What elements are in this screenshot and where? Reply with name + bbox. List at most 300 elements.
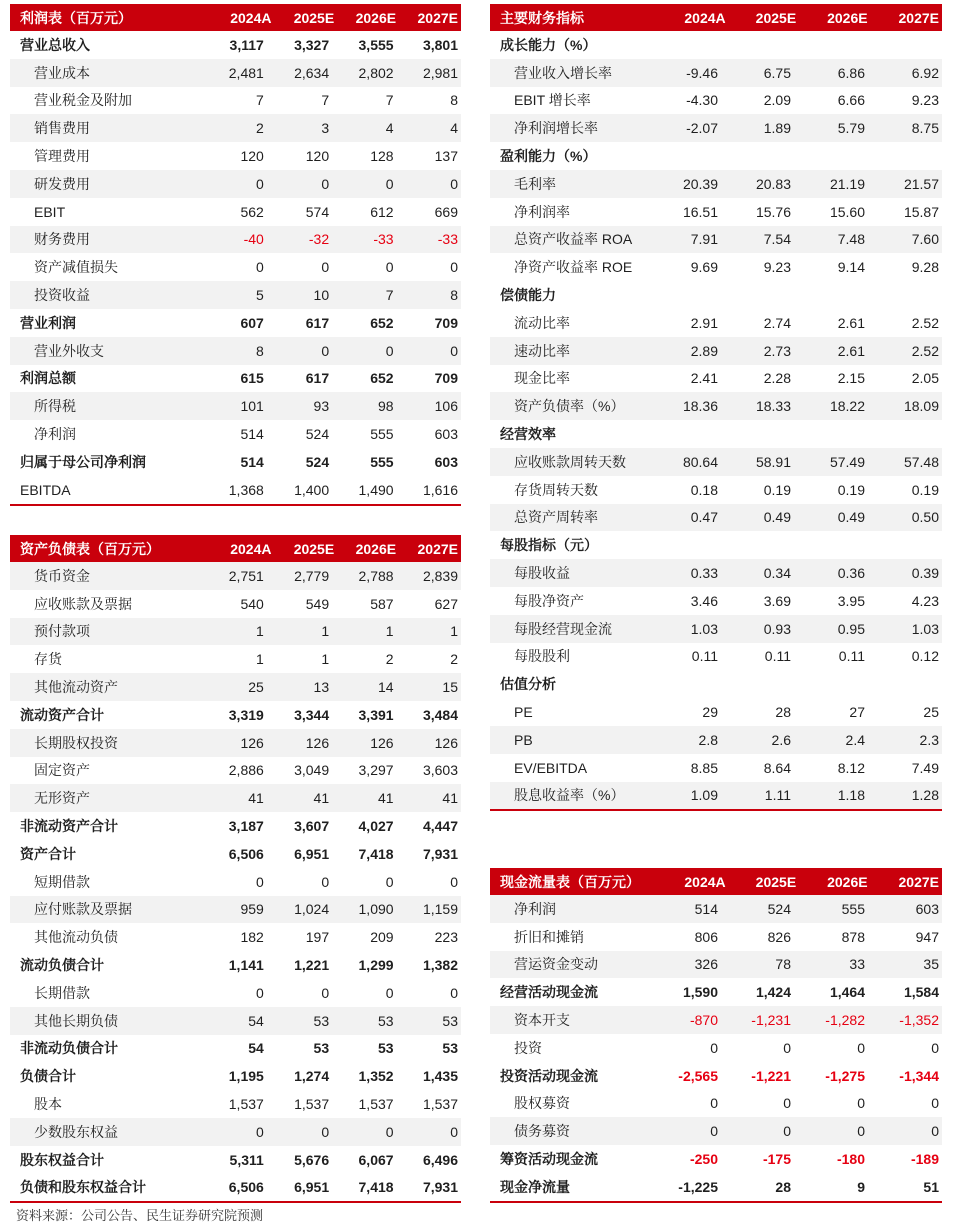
table-row <box>490 114 942 142</box>
row-value: 514 <box>240 453 264 470</box>
row-value: 0 <box>450 984 458 1001</box>
row-value: 28 <box>775 1178 791 1195</box>
row-value: 33 <box>849 956 865 973</box>
row-label: 营业成本 <box>34 64 90 81</box>
table-row <box>10 114 461 142</box>
row-value: 9.28 <box>911 259 939 276</box>
row-value: 555 <box>370 453 394 470</box>
row-value: 0 <box>321 342 330 359</box>
row-value: 0 <box>256 984 264 1001</box>
row-value: 6,067 <box>358 1151 394 1168</box>
row-value: 0.19 <box>763 481 791 498</box>
row-value: 35 <box>923 956 939 973</box>
row-label: 偿债能力 <box>500 287 556 304</box>
table-row <box>490 1090 942 1118</box>
row-value: 7.48 <box>837 231 865 248</box>
income-statement-table <box>10 4 461 506</box>
row-value: 9 <box>857 1178 865 1195</box>
row-value: 209 <box>370 929 394 946</box>
row-value: 612 <box>370 203 394 220</box>
row-value: 0.12 <box>911 648 939 665</box>
row-value: 0 <box>321 175 330 192</box>
year-header: 2025E <box>293 540 335 557</box>
row-value: -2.07 <box>686 120 718 137</box>
table-row <box>490 978 942 1006</box>
row-value: 947 <box>915 928 939 945</box>
row-label: EBIT <box>34 203 66 220</box>
row-value: 652 <box>370 314 394 331</box>
row-label: 应付账款及票据 <box>34 901 132 918</box>
row-value: 41 <box>313 790 330 807</box>
row-value: 5,676 <box>294 1151 330 1168</box>
table-row <box>10 1090 461 1118</box>
row-value: 1,024 <box>294 901 330 918</box>
row-value: 98 <box>377 398 394 415</box>
year-header: 2027E <box>417 540 458 557</box>
row-value: 617 <box>305 314 330 331</box>
row-label: 货币资金 <box>34 567 90 584</box>
row-label: 其他流动资产 <box>34 679 118 696</box>
row-label: 预付款项 <box>34 623 90 640</box>
row-value: 603 <box>434 453 458 470</box>
row-value: 182 <box>240 929 264 946</box>
row-value: 0.11 <box>764 648 791 665</box>
table-row <box>10 281 461 309</box>
row-label: 存货周转天数 <box>514 481 598 498</box>
row-value: -40 <box>243 231 264 248</box>
row-value: 1,382 <box>422 957 458 974</box>
table-row <box>490 309 942 337</box>
row-value: -250 <box>689 1151 718 1168</box>
row-value: 3,049 <box>294 762 330 779</box>
row-value: 0 <box>710 1039 718 1056</box>
row-label: 销售费用 <box>34 120 90 137</box>
table-row <box>10 253 461 281</box>
row-value: 524 <box>305 426 330 443</box>
row-value: 3,607 <box>294 818 330 835</box>
row-value: 0.36 <box>837 565 865 582</box>
row-label: 资本开支 <box>514 1012 570 1029</box>
table-row <box>10 1146 461 1174</box>
row-value: 6,506 <box>228 845 264 862</box>
row-label: 其他长期负债 <box>34 1012 118 1029</box>
table-row <box>490 643 942 671</box>
table-row <box>490 198 942 226</box>
row-label: 股东权益合计 <box>20 1151 104 1168</box>
row-value: 8.85 <box>690 759 718 776</box>
table-row <box>490 420 942 448</box>
income-title: 利润表（百万元） <box>20 9 132 26</box>
row-label: 每股收益 <box>514 565 570 582</box>
row-value: 2,779 <box>294 567 330 584</box>
row-value: -1,352 <box>899 1012 939 1029</box>
table-row <box>490 951 942 979</box>
row-value: 1,299 <box>358 957 394 974</box>
row-label: 股权募资 <box>514 1095 570 1112</box>
table-row <box>10 1035 461 1063</box>
table-row <box>490 170 942 198</box>
row-value: 53 <box>313 1040 330 1057</box>
row-value: -32 <box>308 231 330 248</box>
row-value: 6.66 <box>837 92 865 109</box>
row-value: 6,951 <box>294 1179 330 1196</box>
row-value: 3,801 <box>422 36 458 53</box>
row-label: 股息收益率（%） <box>514 787 625 804</box>
row-label: 研发费用 <box>34 175 90 192</box>
row-value: 25 <box>248 679 264 696</box>
row-value: 2.52 <box>911 342 939 359</box>
row-label: 净利润 <box>34 426 76 443</box>
row-value: 615 <box>240 370 264 387</box>
row-value: 57.49 <box>829 453 865 470</box>
row-label: 投资收益 <box>34 287 90 304</box>
row-value: 959 <box>240 901 264 918</box>
table-row <box>10 31 461 59</box>
row-value: 101 <box>240 398 264 415</box>
row-label: 净利润 <box>514 900 556 917</box>
row-value: 3,319 <box>228 706 264 723</box>
year-header: 2027E <box>417 9 458 26</box>
row-value: 8.12 <box>837 759 865 776</box>
year-header: 2024A <box>684 873 726 890</box>
row-value: 3 <box>321 120 330 137</box>
row-value: 9.23 <box>763 259 791 276</box>
row-label: 总资产收益率 ROA <box>514 231 633 248</box>
row-value: -175 <box>762 1151 791 1168</box>
row-label: 成长能力（%） <box>500 36 597 53</box>
row-label: 盈利能力（%） <box>500 148 597 165</box>
row-label: EBIT 增长率 <box>514 92 591 109</box>
table-row <box>490 448 942 476</box>
row-value: 1.89 <box>763 120 791 137</box>
row-value: 555 <box>841 900 865 917</box>
row-value: 3,117 <box>229 36 264 53</box>
row-value: 3.95 <box>837 592 865 609</box>
row-value: 18.09 <box>903 398 939 415</box>
row-value: 2.3 <box>919 731 939 748</box>
row-label: 净利润率 <box>514 203 570 220</box>
row-value: 3,391 <box>358 706 394 723</box>
row-value: 6.75 <box>763 64 791 81</box>
row-value: -180 <box>836 1151 865 1168</box>
row-value: -4.30 <box>686 92 718 109</box>
row-value: 806 <box>694 928 718 945</box>
row-value: 0 <box>710 1123 718 1140</box>
row-value: 0 <box>385 873 394 890</box>
row-value: 2 <box>385 651 394 668</box>
row-value: 126 <box>370 734 394 751</box>
row-value: 53 <box>442 1040 458 1057</box>
row-value: 20.39 <box>682 175 718 192</box>
row-value: 93 <box>313 398 330 415</box>
row-label: 存货 <box>34 651 62 668</box>
year-header: 2027E <box>898 9 939 26</box>
table-row <box>10 170 461 198</box>
row-value: 3,344 <box>294 706 330 723</box>
row-value: 7,931 <box>422 1179 458 1196</box>
table-row <box>10 420 461 448</box>
row-value: 29 <box>702 704 718 721</box>
row-value: 6,506 <box>228 1179 264 1196</box>
row-value: 20.83 <box>755 175 791 192</box>
year-header: 2024A <box>230 9 272 26</box>
row-label: 流动负债合计 <box>20 957 104 974</box>
table-row <box>10 923 461 951</box>
row-value: -870 <box>689 1012 718 1029</box>
table-row <box>10 142 461 170</box>
row-value: 54 <box>248 1012 264 1029</box>
row-value: -1,231 <box>751 1012 791 1029</box>
row-value: 1 <box>450 623 458 640</box>
row-value: 8.64 <box>763 759 791 776</box>
row-value: 7,418 <box>358 1179 394 1196</box>
row-value: 1.11 <box>764 787 791 804</box>
table-row <box>10 618 461 646</box>
row-value: 0.47 <box>690 509 718 526</box>
row-value: 0 <box>931 1039 939 1056</box>
row-label: 每股股利 <box>514 648 570 665</box>
row-value: 0 <box>783 1095 791 1112</box>
row-value: -1,344 <box>899 1067 939 1084</box>
row-label: 毛利率 <box>514 175 556 192</box>
row-value: 607 <box>240 314 264 331</box>
row-value: 1,464 <box>829 984 865 1001</box>
table-row <box>490 923 942 951</box>
row-value: 7.54 <box>763 231 791 248</box>
row-value: 669 <box>434 203 458 220</box>
row-value: 0 <box>385 175 394 192</box>
row-value: 3,297 <box>358 762 394 779</box>
row-value: 2,981 <box>422 64 458 81</box>
row-label: 折旧和摊销 <box>514 928 584 945</box>
row-value: 1.03 <box>690 620 718 637</box>
row-value: 1,537 <box>294 1096 330 1113</box>
row-label: 应收账款周转天数 <box>514 453 626 470</box>
ratios-header-row <box>490 4 942 31</box>
table-row <box>10 1062 461 1090</box>
row-label: 应收账款及票据 <box>34 595 132 612</box>
table-row <box>10 1118 461 1146</box>
table-row <box>10 59 461 87</box>
row-value: 53 <box>377 1012 394 1029</box>
row-value: 6.86 <box>837 64 865 81</box>
row-value: 1 <box>321 623 330 640</box>
table-row <box>490 226 942 254</box>
row-value: 0.93 <box>763 620 791 637</box>
row-value: 128 <box>370 148 394 165</box>
row-label: 债务募资 <box>514 1123 570 1140</box>
row-label: 非流动负债合计 <box>20 1040 118 1057</box>
row-value: 617 <box>305 370 330 387</box>
row-value: 1,435 <box>422 1068 458 1085</box>
year-header: 2026E <box>355 9 397 26</box>
row-value: 1,368 <box>228 481 264 498</box>
row-value: 3.69 <box>763 592 791 609</box>
cashflow-header-row <box>490 868 942 895</box>
row-value: 2,481 <box>228 64 264 81</box>
table-row <box>10 476 461 506</box>
row-value: 1.18 <box>837 787 865 804</box>
table-row <box>490 615 942 643</box>
table-row <box>10 590 461 618</box>
row-value: 0 <box>385 1123 394 1140</box>
row-label: 每股指标（元） <box>500 537 598 554</box>
year-header: 2026E <box>827 9 868 26</box>
row-value: 2,839 <box>422 567 458 584</box>
row-value: 28 <box>775 704 791 721</box>
row-label: 速动比率 <box>514 342 570 359</box>
row-value: 562 <box>240 203 264 220</box>
row-value: 2.05 <box>911 370 939 387</box>
row-value: 6.92 <box>911 64 939 81</box>
row-value: 1 <box>256 651 264 668</box>
table-row <box>490 531 942 559</box>
table-row <box>490 1034 942 1062</box>
row-label: 其他流动负债 <box>34 929 118 946</box>
table-row <box>490 559 942 587</box>
row-value: 1,584 <box>903 984 939 1001</box>
year-header: 2025E <box>293 9 335 26</box>
year-header: 2024A <box>230 540 272 557</box>
row-value: 80.64 <box>682 453 718 470</box>
row-label: PE <box>514 704 533 721</box>
row-label: 净利润增长率 <box>514 120 598 137</box>
row-value: 0.95 <box>837 620 865 637</box>
row-label: 资产合计 <box>20 845 76 862</box>
row-value: 0 <box>385 342 394 359</box>
row-value: 3,555 <box>358 36 394 53</box>
row-value: 2,788 <box>358 567 394 584</box>
row-label: 净资产收益率 ROE <box>514 259 633 276</box>
balance-sheet-table <box>10 535 461 1203</box>
table-row <box>10 1007 461 1035</box>
row-value: 0 <box>385 259 394 276</box>
row-value: 0 <box>450 342 458 359</box>
row-label: 每股净资产 <box>514 592 584 609</box>
row-label: 投资活动现金流 <box>500 1067 598 1084</box>
table-row <box>490 1173 942 1203</box>
row-value: 57.48 <box>903 453 939 470</box>
row-value: 0 <box>256 873 264 890</box>
row-value: 16.51 <box>682 203 718 220</box>
table-row <box>490 587 942 615</box>
row-value: 1,537 <box>358 1096 394 1113</box>
row-value: 1,400 <box>294 481 330 498</box>
row-value: 2.09 <box>763 92 791 109</box>
table-row <box>490 754 942 782</box>
row-value: 9.23 <box>911 92 939 109</box>
row-value: 0 <box>857 1095 865 1112</box>
row-value: 54 <box>248 1040 264 1057</box>
row-value: 0.11 <box>838 648 865 665</box>
row-value: 574 <box>305 203 330 220</box>
row-value: 18.22 <box>829 398 865 415</box>
row-value: 555 <box>370 426 394 443</box>
row-label: 筹资活动现金流 <box>500 1151 598 1168</box>
row-value: 0 <box>931 1095 939 1112</box>
table-row <box>10 87 461 115</box>
table-row <box>490 31 942 59</box>
row-label: 现金净流量 <box>500 1178 570 1195</box>
row-label: 估值分析 <box>500 676 556 693</box>
row-label: 所得税 <box>34 398 76 415</box>
row-value: 51 <box>923 1178 939 1195</box>
row-value: 4,447 <box>422 818 458 835</box>
table-row <box>10 729 461 757</box>
row-value: 2,802 <box>358 64 394 81</box>
row-label: 负债合计 <box>20 1068 76 1085</box>
row-value: 0 <box>321 1123 330 1140</box>
row-label: 资产负债率（%） <box>514 398 625 415</box>
row-value: 2.6 <box>771 731 791 748</box>
row-value: 9.14 <box>837 259 865 276</box>
table-row <box>490 670 942 698</box>
row-value: 25 <box>923 704 939 721</box>
row-value: 709 <box>434 370 458 387</box>
table-row <box>490 698 942 726</box>
row-value: 603 <box>915 900 939 917</box>
row-value: -1,221 <box>751 1067 791 1084</box>
row-label: 短期借款 <box>34 873 90 890</box>
row-value: 1,221 <box>294 957 330 974</box>
row-label: 归属于母公司净利润 <box>20 453 146 470</box>
row-value: 4.23 <box>911 592 939 609</box>
table-row <box>490 281 942 309</box>
row-value: 2.8 <box>698 731 718 748</box>
row-value: 106 <box>434 398 458 415</box>
row-value: -1,275 <box>825 1067 865 1084</box>
row-value: 10 <box>313 287 330 304</box>
row-value: 78 <box>775 956 791 973</box>
row-value: 2.74 <box>763 314 791 331</box>
row-value: 58.91 <box>755 453 791 470</box>
table-row <box>10 701 461 729</box>
row-value: 3.46 <box>690 592 718 609</box>
row-value: 14 <box>377 679 394 696</box>
row-value: 197 <box>305 929 330 946</box>
table-row <box>10 562 461 590</box>
row-label: EBITDA <box>20 481 71 498</box>
row-value: 1,537 <box>422 1096 458 1113</box>
row-value: 18.33 <box>755 398 791 415</box>
row-value: 826 <box>767 928 791 945</box>
row-value: 13 <box>313 679 330 696</box>
year-header: 2025E <box>755 9 797 26</box>
row-value: 0.49 <box>763 509 791 526</box>
cash-flow-table <box>490 868 942 1203</box>
row-value: 1,274 <box>294 1068 330 1085</box>
row-label: 非流动资产合计 <box>20 818 118 835</box>
row-value: 126 <box>434 734 458 751</box>
table-row <box>10 840 461 868</box>
table-row <box>490 337 942 365</box>
row-value: 0 <box>710 1095 718 1112</box>
row-value: 2.73 <box>763 342 791 359</box>
row-value: 878 <box>841 928 865 945</box>
year-header: 2026E <box>827 873 868 890</box>
row-value: 603 <box>434 426 458 443</box>
row-value: 0 <box>450 873 458 890</box>
row-value: 0.19 <box>837 481 865 498</box>
row-value: 2.28 <box>763 370 791 387</box>
row-value: 587 <box>370 595 394 612</box>
row-label: EV/EBITDA <box>514 759 588 776</box>
row-label: 无形资产 <box>34 790 90 807</box>
row-value: 8 <box>450 92 458 109</box>
row-value: 0.34 <box>763 565 791 582</box>
table-row <box>490 476 942 504</box>
row-value: 6,951 <box>294 845 330 862</box>
